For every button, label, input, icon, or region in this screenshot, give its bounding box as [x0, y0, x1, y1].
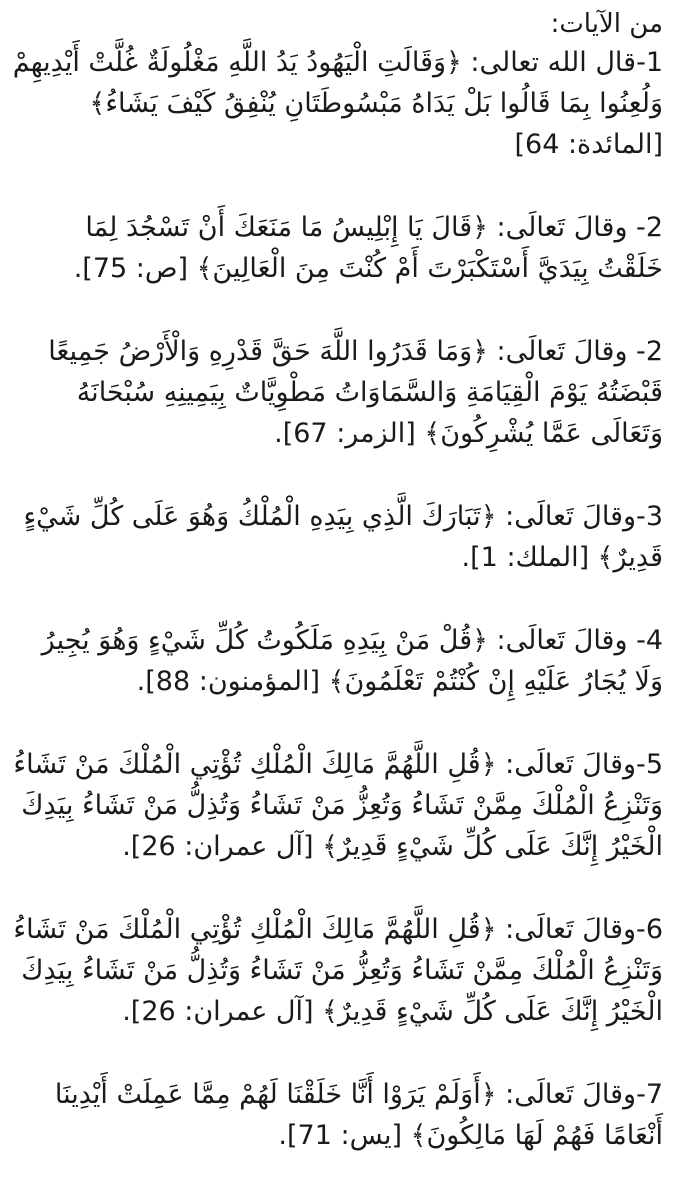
- verse-text: 2- وقالَ تَعالَى: ﴿قَالَ يَا إِبْلِيسُ مَا مَنَعَكَ أَنْ تَسْجُدَ لِمَا خَلَقْتُ بِيَدَيَّ أَسْتَكْبَرْتَ أَمْ كُنْتَ مِنَ الْعَالِينَ﴾ [ص: 75].: [73, 212, 663, 284]
- verse-text: 2- وقالَ تَعالَى: ﴿وَمَا قَدَرُوا اللَّهَ حَقَّ قَدْرِهِ وَالْأَرْضُ جَمِيعًا قَبْضَتُهُ يَوْمَ الْقِيَامَةِ وَالسَّمَاوَاتُ مَطْوِيَّاتٌ بِيَمِينِهِ سُبْحَانَهُ وَتَعَالَى عَمَّا يُشْرِكُونَ﴾ [الزمر: 67].: [48, 336, 663, 449]
- verse-text: 3-وقالَ تَعالَى: ﴿تَبَارَكَ الَّذِي بِيَدِهِ الْمُلْكُ وَهُوَ عَلَى كُلِّ شَيْءٍ قَدِيرٌ﴾ [الملك: 1].: [23, 501, 663, 573]
- verse-text: 1-قال الله تعالى: ﴿وَقَالَتِ الْيَهُودُ يَدُ اللَّهِ مَغْلُولَةٌ غُلَّتْ أَيْدِيهِمْ وَلُعِنُوا بِمَا قَالُوا بَلْ يَدَاهُ مَبْسُوطَتَانِ يُنْفِقُ كَيْفَ يَشَاءُ﴾ [المائدة: 64]: [12, 47, 663, 160]
- verse-item: [12, 42, 663, 165]
- verse-text: 4- وقالَ تَعالَى: ﴿قُلْ مَنْ بِيَدِهِ مَلَكُوتُ كُلِّ شَيْءٍ وَهُوَ يُجِيرُ وَلَا يُجَارُ عَلَيْهِ إِنْ كُنْتُمْ تَعْلَمُونَ﴾ [المؤمنون: 88].: [41, 625, 663, 697]
- verse-item: [12, 207, 663, 289]
- verse-item: [12, 496, 663, 578]
- verse-item: [12, 620, 663, 702]
- verse-text: 7-وقالَ تَعالَى: ﴿أَوَلَمْ يَرَوْا أَنَّا خَلَقْنَا لَهُمْ مِمَّا عَمِلَتْ أَيْدِينَا أَنْعَامًا فَهُمْ لَهَا مَالِكُونَ﴾ [يس: 71].: [54, 1079, 663, 1151]
- verse-item: [12, 744, 663, 867]
- verse-item: [12, 331, 663, 454]
- verse-text: 6-وقالَ تَعالَى: ﴿قُلِ اللَّهُمَّ مَالِكَ الْمُلْكِ تُؤْتِي الْمُلْكَ مَنْ تَشَاءُ وَتَنْزِعُ الْمُلْكَ مِمَّنْ تَشَاءُ وَتُعِزُّ مَنْ تَشَاءُ وَتُذِلُّ مَنْ تَشَاءُ بِيَدِكَ الْخَيْرُ إِنَّكَ عَلَى كُلِّ شَيْءٍ قَدِيرٌ﴾ [آل عمران: 26].: [13, 914, 663, 1027]
- verse-item: [12, 909, 663, 1032]
- verse-item: [12, 1074, 663, 1156]
- section-heading: من الآيات:: [550, 9, 663, 39]
- verse-text: 5-وقالَ تَعالَى: ﴿قُلِ اللَّهُمَّ مَالِكَ الْمُلْكِ تُؤْتِي الْمُلْكَ مَنْ تَشَاءُ وَتَنْزِعُ الْمُلْكَ مِمَّنْ تَشَاءُ وَتُعِزُّ مَنْ تَشَاءُ وَتُذِلُّ مَنْ تَشَاءُ بِيَدِكَ الْخَيْرُ إِنَّكَ عَلَى كُلِّ شَيْءٍ قَدِيرٌ﴾ [آل عمران: 26].: [13, 749, 663, 862]
